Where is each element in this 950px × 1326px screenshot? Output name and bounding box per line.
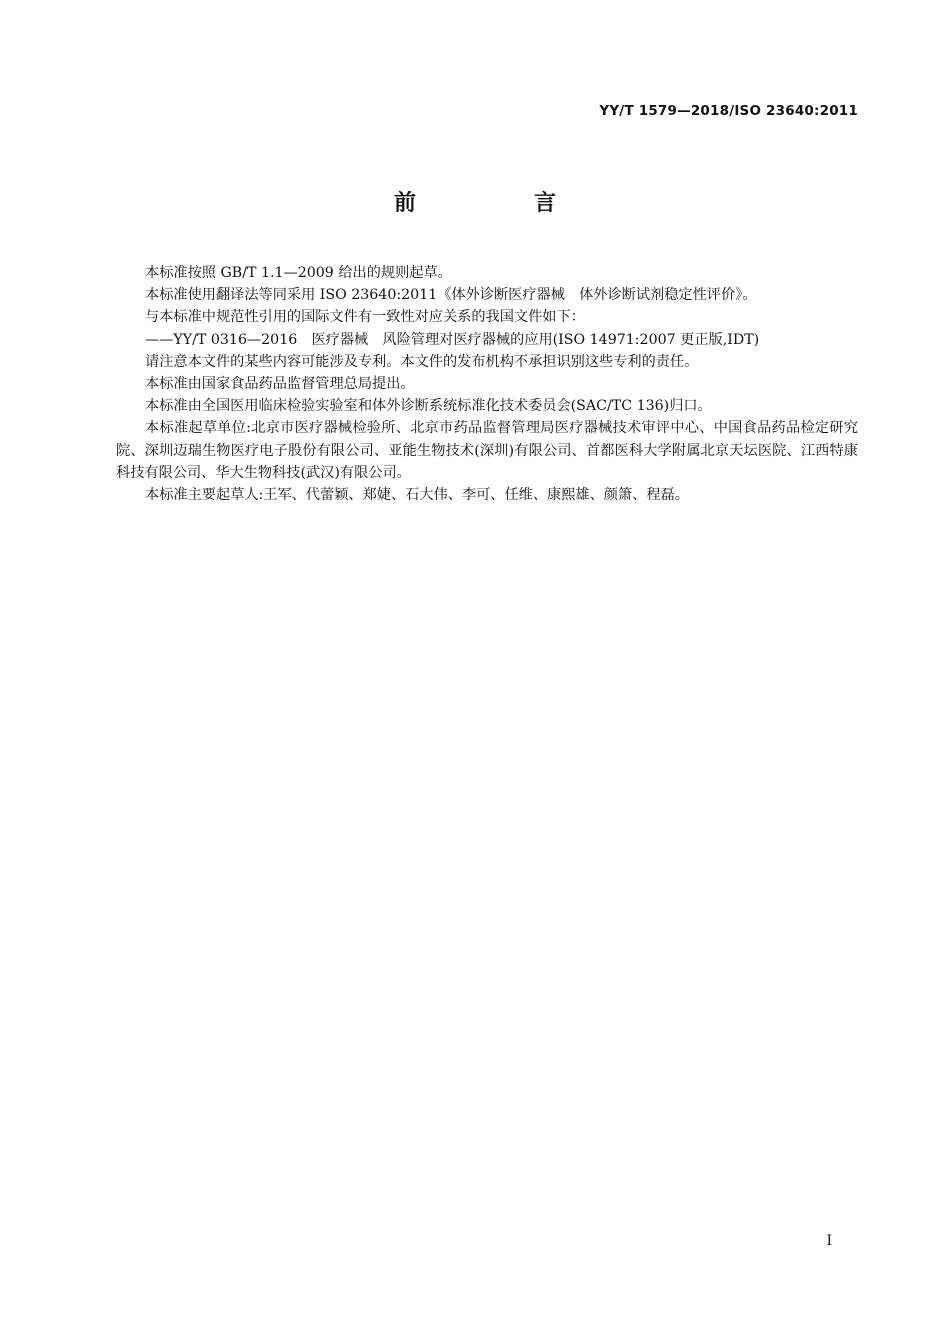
standard-number-header: YY/T 1579—2018/ISO 23640:2011	[599, 103, 858, 119]
paragraph-drafting-rules: 本标准按照 GB/T 1.1—2009 给出的规则起草。	[145, 265, 452, 281]
paragraph-proposer: 本标准由国家食品药品监督管理总局提出。	[145, 376, 415, 393]
paragraph-patent-notice: 请注意本文件的某些内容可能涉及专利。本文件的发布机构不承担识别这些专利的责任。	[145, 353, 699, 370]
paragraph-reference-intro: 与本标准中规范性引用的国际文件有一致性对应关系的我国文件如下：	[145, 309, 585, 326]
paragraph-drafters: 本标准主要起草人:王军、代蕾颖、郑婕、石大伟、李可、任维、康熙雄、颜箫、程磊。	[145, 487, 689, 504]
page-title: 前 言	[393, 191, 604, 216]
paragraph-reference-item: ——YY/T 0316—2016 医疗器械 风险管理对医疗器械的应用(ISO 14971:2007 更正版,IDT)	[145, 331, 760, 348]
paragraph-committee: 本标准由全国医用临床检验实验室和体外诊断系统标准化技术委员会(SAC/TC 136)归口。	[145, 398, 712, 415]
page-number: I	[826, 1233, 832, 1249]
paragraph-adoption: 本标准使用翻译法等同采用 ISO 23640:2011《体外诊断医疗器械 体外诊断试剂稳定性评价》。	[145, 287, 757, 304]
paragraph-drafting-units: 本标准起草单位:北京市医疗器械检验所、北京市药品监督管理局医疗器械技术审评中心、中国食品药品检定研究院、深圳迈瑞生物医疗电子股份有限公司、亚能生物技术(深圳)有限公司、首都医科大学附属北京天坛医院、江西特康科技有限公司、华大生物科技(武汉)有限公司。	[116, 420, 858, 481]
preface-body	[116, 262, 858, 506]
